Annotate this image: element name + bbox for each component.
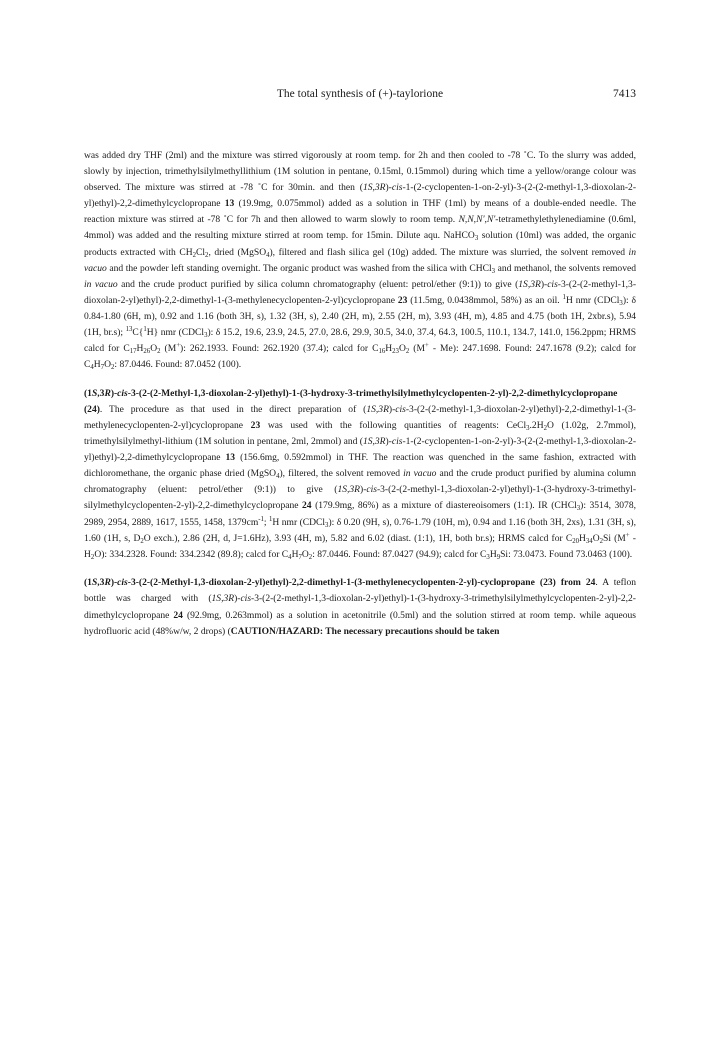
paragraph-procedure-23: was added dry THF (2ml) and the mixture was stirred vigorously at room temp. for 2h and then cooled to -78 ˚C. To the slurry was added, slowly by injection, trimethylsilylmethyllithium (1M solution in pentane, 0.15ml, 0.15mmol) during which time a yellow/orange colour was observed. The mixture was stirred at -78 ˚C for 30min. and then (1S,3R)-cis-1-(2-cyclopenten-1-on-2-yl)-3-(2-(2-methyl-1,3-dioxolan-2-yl)ethyl)-2,2-dimethylcyclopropane 13 (19.9mg, 0.075mmol) added as a solution in THF (1ml) by means of a double-ended needle. The reaction mixture was stirred at -78 ˚C for 7h and then allowed to warm slowly to room temp. N,N,N',N'-tetramethylethylenediamine (0.6ml, 4mmol) was added and the resulting mixture stirred at room temp. for 15min. Dilute aqu. NaHCO$_3$ solution (10ml) was added, the organic products extracted with $CH_2Cl_2$, dried (MgSO$_4$), filtered and flash silica gel (10g) added. The mixture was slurried, the solvent removed in vacuo and the powder left standing overnight. The organic product was washed from the silica with CHCl$_3$ and methanol, the solvents removed in vacuo and the crude product purified by silica column chromatography (eluent: petrol/ether (9:1)) to give (1S,3R)-cis-3-(2-(2-methyl-1,3-dioxolan-2-yl)ethyl)-2,2-dimethyl-1-(3-methylenecyclopenten-2-yl)cyclopropane 23 (11.5mg, 0.0438mmol, 58%) as an oil. $^1$H nmr (CDCl$_3$): δ 0.84-1.80 (6H, m), 0.92 and 1.16 (both 3H, s), 1.32 (3H, s), 2.40 (2H, m), 2.55 (2H, m), 3.93 (4H, m), 4.85 and 4.75 (both 1H, 2xbr.s), 5.94 (1H, br.s); $^{13}$C{$^1$H} nmr (CDCl$_3$): δ 15.2, 19.6, 23.9, 24.5, 27.0, 28.6, 29.9, 30.5, 34.0, 37.4, 64.3, 100.5, 110.1, 134.7, 141.0, 156.2ppm; HRMS calcd for $C_{17}H_{26}O_2$ (M+): 262.1933. Found: 262.1920 (37.4); calcd for $C_{16}H_{23}O_2$ (M+ - Me): 247.1698. Found: 247.1678 (9.2); calcd for $C_4H_7O_2$: 87.0446. Found: 87.0452 (100).	[84, 150, 637, 372]
page-number: 7413	[613, 88, 636, 100]
running-header	[0, 88, 720, 106]
paragraph-compound-23-from-24: (1S,3R)-cis-3-(2-(2-Methyl-1,3-dioxolan-2-yl)ethyl)-2,2-dimethyl-1-(3-methylenecyclopenten-2-yl)-cyclopropane (23) from 24. A teflon bottle was charged with (1S,3R)-cis-3-(2-(2-methyl-1,3-dioxolan-2-yl)ethyl)-1-(3-hydroxy-3-trimethylsilylmethylcyclopenten-2-yl)-2,2-dimethylcyclopropane 24 (92.9mg, 0.263mmol) as a solution in acetonitrile (0.5ml) and the solution stirred at room temp. while aqueous hydrofluoric acid (48%w/w, 2 drops) (CAUTION/HAZARD: The necessary precautions should be taken	[84, 577, 636, 637]
paragraph-compound-24: (1S,3R)-cis-3-(2-(2-Methyl-1,3-dioxolan-2-yl)ethyl)-1-(3-hydroxy-3-trimethylsilylmethylcyclopenten-2-yl)-2,2-dimethylcyclopropane (24). The procedure as that used in the direct preparation of (1S,3R)-cis-3-(2-(2-methyl-1,3-dioxolan-2-yl)ethyl)-2,2-dimethyl-1-(3-methylenecyclopenten-2-yl)cyclopropane 23 was used with the following quantities of reagents: $CeCl_3.2H_2O$ (1.02g, 2.7mmol), trimethylsilylmethyl-lithium (1M solution in pentane, 2ml, 2mmol) and (1S,3R)-cis-1-(2-cyclopenten-1-on-2-yl)-3-(2-(2-methyl-1,3-dioxolan-2-yl)ethyl)-2,2-dimethylcyclopropane 13 (156.6mg, 0.592mmol) in THF. The reaction was quenched in the same fashion, extracted with dichloromethane, the organic phase dried (MgSO$_4$), filtered, the solvent removed in vacuo and the crude product purified by alumina column chromatography (eluent: petrol/ether (9:1)) to give (1S,3R)-cis-3-(2-(2-methyl-1,3-dioxolan-2-yl)ethyl)-1-(3-hydroxy-3-trimethyl-silylmethylcyclopenten-2-yl)-2,2-dimethylcyclopropane 24 (179.9mg, 86%) as a mixture of diastereoisomers (1:1). IR (CHCl$_3$): 3514, 3078, 2989, 2954, 2889, 1617, 1555, 1458, $1379cm^{-1}$; $^1$H nmr (CDCl$_3$): δ 0.20 (9H, s), 0.76-1.79 (10H, m), 0.94 and 1.16 (both 3H, 2xs), 1.31 (3H, s), 1.60 (1H, s, $D_2O$ exch.), 2.86 (2H, d, J=1.6Hz), 3.93 (4H, m), 5.82 and 6.02 (diast. (1:1), 1H, both br.s); HRMS calcd for $C_{20}H_{34}O_2Si$ $(M^+ - H_2O)$: 334.2328. Found: 334.2342 (89.8); calcd for $C_4H_7O_2$: 87.0446. Found: 87.0427 (94.9); calcd for $C_3H_9Si$: 73.0473. Found 73.0463 (100).	[84, 387, 637, 561]
running-title: The total synthesis of (+)-taylorione	[276, 88, 444, 100]
page-body	[84, 148, 636, 652]
